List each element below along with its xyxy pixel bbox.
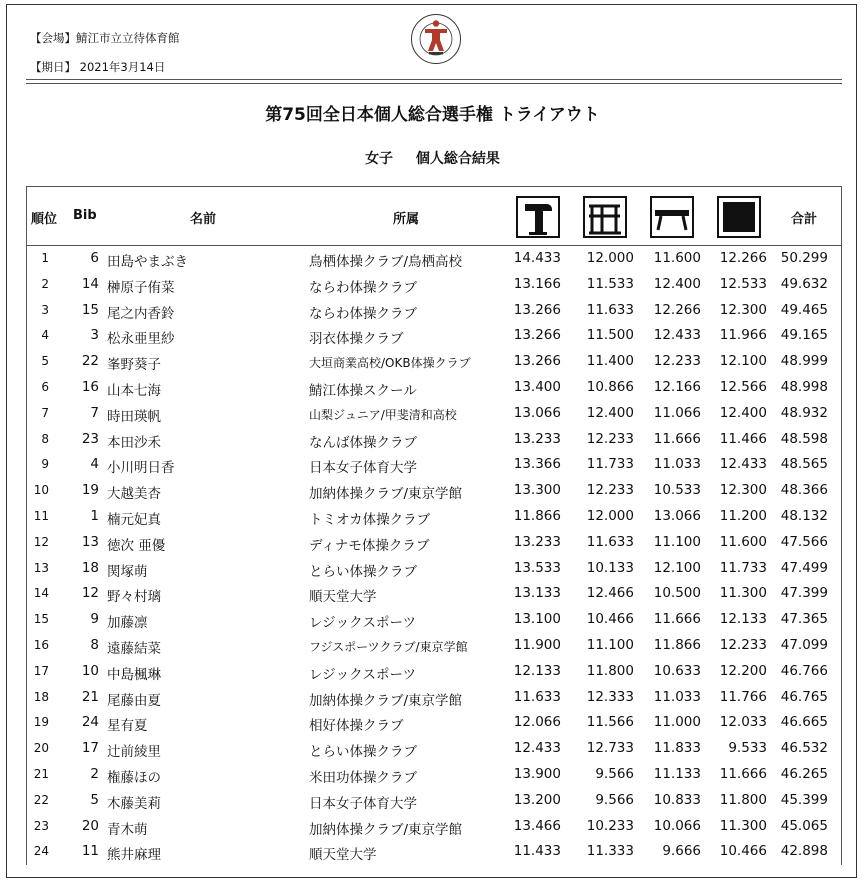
cell-total: 49.465: [780, 301, 828, 318]
cell-vault-score: 13.266: [513, 327, 561, 344]
header-rank: 順位: [31, 212, 58, 227]
cell-club: とらい体操クラブ: [309, 563, 417, 580]
cell-club: 加納体操クラブ/東京学館: [309, 692, 463, 709]
cell-total: 50.299: [780, 250, 828, 266]
cell-beam-score: 10.633: [653, 662, 701, 679]
cell-name: 小川明日香: [107, 460, 175, 477]
cell-bars-score: 11.333: [586, 843, 634, 860]
cell-name: 関塚萌: [107, 563, 148, 580]
table-row: [27, 298, 841, 324]
table-row: [27, 633, 841, 659]
cell-rank: 20: [33, 741, 49, 756]
cell-name: 野々村璃: [107, 589, 161, 606]
cell-floor-score: 12.566: [719, 378, 767, 395]
cell-bib: 23: [81, 430, 99, 447]
cell-bib: 17: [81, 740, 99, 757]
cell-name: 辻前綾里: [107, 744, 161, 761]
cell-total: 49.632: [780, 275, 828, 292]
cell-vault-score: 13.366: [513, 456, 561, 473]
cell-floor-score: 12.533: [719, 275, 767, 292]
cell-floor-score: 12.233: [719, 636, 767, 653]
cell-bib: 3: [90, 327, 99, 344]
cell-rank: 21: [33, 766, 49, 781]
cell-rank: 22: [33, 792, 49, 807]
cell-rank: 14: [33, 586, 49, 601]
cell-rank: 19: [33, 715, 49, 730]
cell-bars-score: 11.533: [586, 275, 634, 292]
cell-name: 楠元妃真: [107, 511, 161, 528]
cell-beam-score: 12.166: [653, 378, 701, 395]
cell-bib: 1: [90, 507, 99, 524]
cell-vault-score: 12.133: [513, 662, 561, 679]
cell-name: 加藤凛: [107, 615, 148, 632]
cell-bars-score: 11.633: [586, 533, 634, 550]
cell-floor-score: 11.300: [719, 585, 767, 602]
cell-vault-score: 13.133: [513, 585, 561, 602]
cell-floor-score: 11.666: [719, 765, 767, 782]
results-table: [26, 186, 842, 865]
header-rule-bottom: [26, 83, 842, 84]
cell-bars-score: 11.500: [586, 327, 634, 344]
cell-rank: 11: [33, 508, 49, 523]
header-name: 名前: [190, 212, 217, 227]
cell-vault-score: 13.300: [513, 482, 561, 499]
cell-floor-score: 11.300: [719, 817, 767, 834]
header-rule-top: [26, 79, 842, 80]
cell-club: ディナモ体操クラブ: [309, 537, 430, 554]
cell-floor-score: 12.300: [719, 482, 767, 499]
cell-beam-score: 12.433: [653, 327, 701, 344]
cell-bars-score: 12.233: [586, 482, 634, 499]
cell-beam-score: 11.833: [653, 740, 701, 757]
cell-club: 順天堂大学: [309, 847, 377, 864]
cell-beam-score: 11.100: [653, 533, 701, 550]
cell-club: レジックスポーツ: [309, 615, 416, 632]
cell-bib: 5: [90, 791, 99, 808]
cell-beam-score: 11.033: [653, 688, 701, 705]
cell-beam-score: 11.600: [653, 250, 701, 266]
cell-bars-score: 11.633: [586, 301, 634, 318]
table-row: [27, 685, 841, 711]
cell-rank: 15: [33, 612, 49, 627]
cell-beam-score: 12.400: [653, 275, 701, 292]
table-row: [27, 788, 841, 814]
cell-total: 48.132: [780, 507, 828, 524]
table-row: [27, 375, 841, 401]
cell-bars-score: 10.233: [586, 817, 634, 834]
cell-name: 尾藤由夏: [107, 692, 161, 709]
cell-total: 48.598: [780, 430, 828, 447]
cell-total: 46.265: [780, 765, 828, 782]
cell-bars-score: 12.000: [586, 507, 634, 524]
cell-total: 49.165: [780, 327, 828, 344]
cell-floor-score: 12.033: [719, 714, 767, 731]
cell-name: 尾之内香鈴: [107, 305, 175, 322]
cell-rank: 1: [41, 251, 49, 265]
cell-vault-score: 13.200: [513, 791, 561, 808]
cell-total: 48.366: [780, 482, 828, 499]
cell-total: 46.766: [780, 662, 828, 679]
cell-club: とらい体操クラブ: [309, 744, 417, 761]
table-row: [27, 762, 841, 788]
cell-bars-score: 12.466: [586, 585, 634, 602]
cell-total: 46.665: [780, 714, 828, 731]
cell-beam-score: 12.100: [653, 559, 701, 576]
cell-bars-score: 10.133: [586, 559, 634, 576]
cell-vault-score: 12.433: [513, 740, 561, 757]
cell-name: 大越美杏: [107, 486, 161, 503]
cell-beam-score: 11.133: [653, 765, 701, 782]
cell-club: 加納体操クラブ/東京学館: [309, 821, 463, 838]
cell-name: 徳次 亜優: [107, 537, 166, 554]
cell-total: 45.065: [780, 817, 828, 834]
cell-name: 本田沙禾: [107, 434, 161, 451]
cell-floor-score: 11.733: [719, 559, 767, 576]
cell-rank: 6: [41, 379, 49, 394]
cell-floor-score: 12.400: [719, 404, 767, 421]
cell-club: 加納体操クラブ/東京学館: [309, 486, 463, 503]
cell-rank: 7: [41, 405, 49, 420]
cell-beam-score: 13.066: [653, 507, 701, 524]
venue-label: 【会場】鯖江市立立待体育館: [30, 31, 180, 45]
cell-club: 山梨ジュニア/甲斐清和高校: [309, 407, 457, 422]
cell-rank: 2: [41, 276, 49, 291]
table-row: [27, 710, 841, 736]
cell-floor-score: 11.966: [719, 327, 767, 344]
cell-rank: 12: [33, 534, 49, 549]
cell-floor-score: 12.100: [719, 353, 767, 370]
table-body: [27, 246, 841, 865]
cell-bib: 4: [90, 456, 99, 473]
table-row: [27, 401, 841, 427]
cell-club: 順天堂大学: [309, 589, 377, 606]
cell-rank: 8: [41, 431, 49, 446]
page-title: 第75回全日本個人総合選手権 トライアウト: [265, 105, 600, 125]
table-row: [27, 839, 841, 865]
cell-total: 48.999: [780, 353, 828, 370]
cell-vault-score: 11.900: [513, 636, 561, 653]
cell-name: 熊井麻理: [107, 847, 161, 864]
cell-bib: 14: [81, 275, 99, 292]
cell-vault-score: 13.266: [513, 353, 561, 370]
cell-beam-score: 10.066: [653, 817, 701, 834]
jga-logo-icon: [410, 13, 462, 65]
cell-bib: 7: [90, 404, 99, 421]
table-row: [27, 659, 841, 685]
balance-beam-icon: [650, 196, 694, 238]
cell-beam-score: 11.033: [653, 456, 701, 473]
cell-rank: 3: [41, 302, 49, 317]
cell-beam-score: 12.266: [653, 301, 701, 318]
cell-rank: 17: [33, 663, 49, 678]
cell-club: フジスポーツクラブ/東京学館: [309, 639, 468, 654]
cell-beam-score: 9.666: [662, 843, 701, 860]
cell-floor-score: 9.533: [728, 740, 767, 757]
cell-bars-score: 11.800: [586, 662, 634, 679]
cell-beam-score: 11.066: [653, 404, 701, 421]
cell-bars-score: 12.733: [586, 740, 634, 757]
cell-club: 米田功体操クラブ: [309, 769, 417, 786]
cell-total: 47.566: [780, 533, 828, 550]
table-row: [27, 427, 841, 453]
cell-vault-score: 13.266: [513, 301, 561, 318]
cell-club: ならわ体操クラブ: [309, 305, 417, 322]
cell-bars-score: 11.566: [586, 714, 634, 731]
cell-vault-score: 13.166: [513, 275, 561, 292]
cell-rank: 13: [33, 560, 49, 575]
cell-name: 木藤美莉: [107, 795, 161, 812]
cell-vault-score: 13.233: [513, 430, 561, 447]
cell-bars-score: 12.400: [586, 404, 634, 421]
header-bib: Bib: [73, 208, 97, 223]
cell-name: 中島楓琳: [107, 666, 161, 683]
cell-floor-score: 12.300: [719, 301, 767, 318]
cell-bib: 10: [81, 662, 99, 679]
cell-total: 42.898: [780, 843, 828, 860]
cell-vault-score: 14.433: [513, 250, 561, 266]
cell-bib: 20: [81, 817, 99, 834]
cell-name: 山本七海: [107, 382, 161, 399]
cell-vault-score: 13.100: [513, 611, 561, 628]
cell-bib: 18: [81, 559, 99, 576]
cell-vault-score: 11.433: [513, 843, 561, 860]
cell-club: 日本女子体育大学: [309, 460, 417, 477]
cell-rank: 16: [33, 637, 49, 652]
cell-vault-score: 13.533: [513, 559, 561, 576]
cell-bars-score: 12.233: [586, 430, 634, 447]
table-row: [27, 581, 841, 607]
table-row: [27, 504, 841, 530]
cell-name: 時田瑛帆: [107, 408, 161, 425]
cell-bib: 13: [81, 533, 99, 550]
cell-rank: 23: [33, 818, 49, 833]
table-row: [27, 246, 841, 272]
page-subtitle: 女子 個人総合結果: [365, 151, 500, 167]
cell-total: 48.565: [780, 456, 828, 473]
cell-vault-score: 11.633: [513, 688, 561, 705]
cell-rank: 18: [33, 689, 49, 704]
cell-beam-score: 11.666: [653, 430, 701, 447]
cell-beam-score: 11.000: [653, 714, 701, 731]
header-club: 所属: [393, 212, 420, 227]
cell-floor-score: 12.133: [719, 611, 767, 628]
cell-beam-score: 10.533: [653, 482, 701, 499]
cell-bib: 22: [81, 353, 99, 370]
cell-vault-score: 13.233: [513, 533, 561, 550]
cell-bib: 9: [90, 611, 99, 628]
cell-rank: 24: [33, 844, 49, 859]
cell-beam-score: 10.500: [653, 585, 701, 602]
table-row: [27, 814, 841, 840]
cell-floor-score: 10.466: [719, 843, 767, 860]
table-row: [27, 452, 841, 478]
cell-club: 羽衣体操クラブ: [309, 331, 404, 348]
cell-floor-score: 11.466: [719, 430, 767, 447]
table-row: [27, 556, 841, 582]
cell-floor-score: 11.600: [719, 533, 767, 550]
cell-bars-score: 12.000: [586, 250, 634, 266]
cell-bars-score: 11.400: [586, 353, 634, 370]
cell-bars-score: 12.333: [586, 688, 634, 705]
cell-club: トミオカ体操クラブ: [309, 511, 431, 528]
cell-total: 47.099: [780, 636, 828, 653]
cell-total: 46.532: [780, 740, 828, 757]
cell-vault-score: 13.466: [513, 817, 561, 834]
cell-bib: 11: [81, 843, 99, 860]
floor-icon: [717, 196, 761, 238]
cell-bib: 8: [90, 636, 99, 653]
cell-total: 47.365: [780, 611, 828, 628]
cell-club: ならわ体操クラブ: [309, 279, 417, 296]
table-row: [27, 323, 841, 349]
cell-name: 青木萌: [107, 821, 148, 838]
cell-name: 榊原子侑菜: [107, 279, 175, 296]
cell-total: 45.399: [780, 791, 828, 808]
cell-bib: 19: [81, 482, 99, 499]
table-row: [27, 349, 841, 375]
date-label: 【期日】 2021年3月14日: [30, 60, 166, 74]
cell-bars-score: 11.733: [586, 456, 634, 473]
cell-rank: 4: [41, 328, 49, 343]
cell-bib: 24: [81, 714, 99, 731]
cell-bib: 2: [90, 765, 99, 782]
cell-bib: 16: [81, 378, 99, 395]
table-header: [27, 187, 841, 246]
cell-club: 鳥栖体操クラブ/鳥栖高校: [309, 254, 463, 270]
cell-vault-score: 13.900: [513, 765, 561, 782]
uneven-bars-icon: [583, 196, 627, 238]
cell-total: 47.399: [780, 585, 828, 602]
cell-bib: 12: [81, 585, 99, 602]
cell-vault-score: 13.400: [513, 378, 561, 395]
cell-club: 日本女子体育大学: [309, 795, 417, 812]
cell-bib: 6: [90, 250, 99, 266]
cell-floor-score: 12.200: [719, 662, 767, 679]
header-total: 合計: [791, 212, 818, 227]
cell-club: 大垣商業高校/OKB体操クラブ: [309, 356, 471, 371]
cell-name: 松永亜里紗: [107, 331, 175, 348]
cell-name: 権藤ほの: [107, 769, 161, 786]
vault-icon: [516, 196, 560, 238]
cell-bars-score: 9.566: [595, 765, 634, 782]
cell-vault-score: 11.866: [513, 507, 561, 524]
table-row: [27, 478, 841, 504]
cell-rank: 9: [41, 457, 49, 472]
cell-floor-score: 12.266: [719, 250, 767, 266]
cell-name: 遠藤結菜: [107, 640, 161, 657]
cell-bib: 21: [81, 688, 99, 705]
cell-bars-score: 9.566: [595, 791, 634, 808]
cell-total: 46.765: [780, 688, 828, 705]
cell-floor-score: 11.766: [719, 688, 767, 705]
cell-club: レジックスポーツ: [309, 666, 416, 683]
cell-rank: 5: [41, 354, 49, 369]
cell-beam-score: 10.833: [653, 791, 701, 808]
cell-club: 相好体操クラブ: [309, 718, 404, 735]
cell-club: なんば体操クラブ: [309, 434, 417, 451]
cell-vault-score: 12.066: [513, 714, 561, 731]
table-row: [27, 272, 841, 298]
cell-name: 田島やまぶき: [107, 254, 188, 270]
cell-bars-score: 11.100: [586, 636, 634, 653]
cell-total: 47.499: [780, 559, 828, 576]
cell-total: 48.998: [780, 378, 828, 395]
cell-beam-score: 11.666: [653, 611, 701, 628]
cell-floor-score: 11.800: [719, 791, 767, 808]
cell-floor-score: 11.200: [719, 507, 767, 524]
cell-name: 峯野葵子: [107, 357, 161, 374]
cell-beam-score: 11.866: [653, 636, 701, 653]
table-row: [27, 530, 841, 556]
table-row: [27, 736, 841, 762]
cell-bars-score: 10.866: [586, 378, 634, 395]
cell-rank: 10: [33, 483, 49, 498]
table-row: [27, 607, 841, 633]
cell-name: 星有夏: [107, 718, 148, 735]
cell-bib: 15: [81, 301, 99, 318]
cell-total: 48.932: [780, 404, 828, 421]
cell-club: 鯖江体操スクール: [309, 382, 417, 399]
cell-beam-score: 12.233: [653, 353, 701, 370]
cell-bars-score: 10.466: [586, 611, 634, 628]
cell-vault-score: 13.066: [513, 404, 561, 421]
cell-floor-score: 12.433: [719, 456, 767, 473]
